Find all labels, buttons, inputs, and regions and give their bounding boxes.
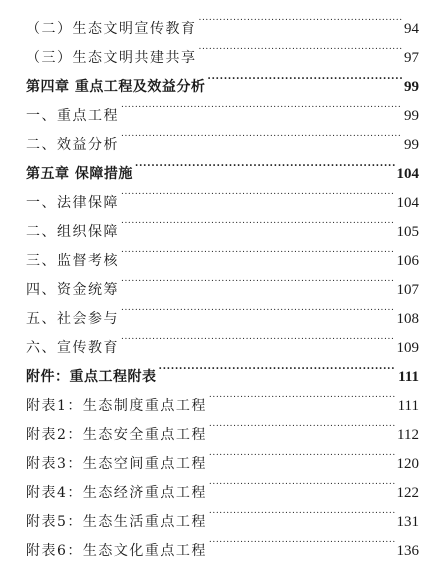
dot-leader bbox=[121, 207, 395, 236]
toc-entry-page: 99 bbox=[404, 137, 419, 153]
dot-leader bbox=[207, 62, 402, 91]
dot-leader bbox=[121, 178, 395, 207]
dot-leader bbox=[121, 265, 395, 294]
toc-entry-title: 附表1：生态制度重点工程 bbox=[26, 398, 207, 414]
toc-entry-page: 122 bbox=[396, 485, 419, 501]
dot-leader bbox=[121, 323, 395, 352]
toc-entry-page: 111 bbox=[397, 398, 419, 414]
toc-entry-page: 112 bbox=[397, 427, 419, 443]
toc-entry-page: 111 bbox=[398, 369, 419, 385]
toc-entry-title: 四、资金统筹 bbox=[26, 282, 119, 298]
toc-entry-title: 第四章 重点工程及效益分析 bbox=[26, 79, 206, 95]
toc-entry-title: 二、组织保障 bbox=[26, 224, 119, 240]
toc-entry-title: 六、宣传教育 bbox=[26, 340, 119, 356]
toc-entry-page: 106 bbox=[396, 253, 419, 269]
toc-entry-page: 120 bbox=[396, 456, 419, 472]
toc-entry-title: 附表2：生态安全重点工程 bbox=[26, 427, 207, 443]
toc-entry[interactable] bbox=[26, 4, 419, 37]
toc-entry-title: 五、社会参与 bbox=[26, 311, 119, 327]
toc-entry-page: 94 bbox=[404, 21, 419, 37]
dot-leader bbox=[121, 91, 402, 120]
table-of-contents bbox=[26, 4, 419, 559]
toc-entry-title: 附件：重点工程附表 bbox=[26, 369, 157, 385]
toc-entry-page: 104 bbox=[396, 166, 419, 182]
toc-entry-page: 99 bbox=[404, 108, 419, 124]
dot-leader bbox=[135, 149, 395, 178]
dot-leader bbox=[209, 526, 395, 555]
toc-entry-title: 附表3：生态空间重点工程 bbox=[26, 456, 207, 472]
dot-leader bbox=[209, 410, 395, 439]
toc-entry-page: 131 bbox=[396, 514, 419, 530]
dot-leader bbox=[209, 439, 395, 468]
toc-entry-page: 108 bbox=[396, 311, 419, 327]
dot-leader bbox=[121, 236, 395, 265]
toc-entry-title: 三、监督考核 bbox=[26, 253, 119, 269]
toc-entry-page: 136 bbox=[396, 543, 419, 559]
toc-entry-title: 一、法律保障 bbox=[26, 195, 119, 211]
toc-entry-page: 105 bbox=[396, 224, 419, 240]
toc-entry-title: 第五章 保障措施 bbox=[26, 166, 133, 182]
toc-entry-page: 104 bbox=[396, 195, 419, 211]
toc-entry-title: （三）生态文明共建共享 bbox=[26, 50, 197, 66]
dot-leader bbox=[209, 468, 395, 497]
toc-entry-title: 附表5：生态生活重点工程 bbox=[26, 514, 207, 530]
dot-leader bbox=[121, 294, 395, 323]
dot-leader bbox=[199, 33, 403, 62]
dot-leader bbox=[121, 120, 402, 149]
toc-entry-page: 109 bbox=[396, 340, 419, 356]
dot-leader bbox=[209, 497, 395, 526]
dot-leader bbox=[199, 4, 403, 33]
toc-entry-page: 107 bbox=[396, 282, 419, 298]
toc-entry-title: 附表6：生态文化重点工程 bbox=[26, 543, 207, 559]
toc-entry-page: 99 bbox=[404, 79, 419, 95]
dot-leader bbox=[159, 352, 397, 381]
toc-entry-title: （二）生态文明宣传教育 bbox=[26, 21, 197, 37]
toc-entry-title: 一、重点工程 bbox=[26, 108, 119, 124]
toc-entry-page: 97 bbox=[404, 50, 419, 66]
toc-entry-title: 附表4：生态经济重点工程 bbox=[26, 485, 207, 501]
toc-entry-title: 二、效益分析 bbox=[26, 137, 119, 153]
dot-leader bbox=[209, 381, 396, 410]
